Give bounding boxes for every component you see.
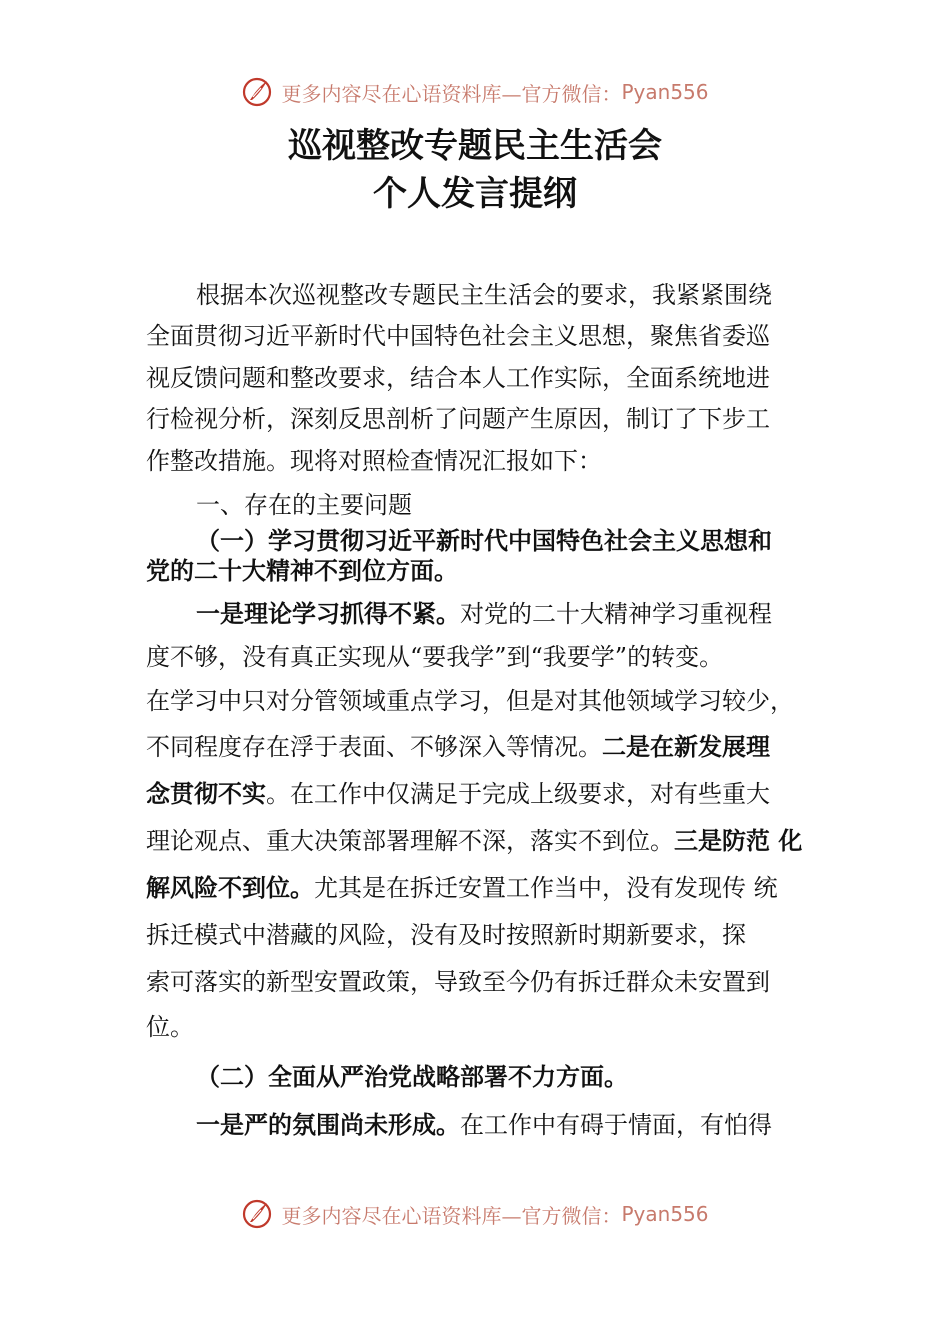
watermark-text: 更多内容尽在心语资料库—官方微信： <box>281 81 622 106</box>
subsection-heading-1-line-1: （一）学习贯彻习近平新时代中国特色社会主义思想和 <box>196 527 772 555</box>
feather-pen-logo-icon <box>241 1198 273 1230</box>
point-one-text: 对党的二十大精神学习重视程 <box>460 600 772 628</box>
intro-line-1: 根据本次巡视整改专题民主生活会的要求，我紧紧围绕 <box>196 281 772 309</box>
point-three-heading-start: 三是防范 化 <box>674 827 803 855</box>
paragraph-1-line-9: 索可落实的新型安置政策，导致至今仍有拆迁群众未安置到 <box>146 968 770 996</box>
document-title-line-2: 个人发言提纲 <box>373 174 577 214</box>
feather-pen-logo-icon <box>241 76 273 108</box>
point-one-text-end: 不同程度存在浮于表面、不够深入等情况。 <box>146 733 602 761</box>
point-two-text-end: 理论观点、重大决策部署理解不深，落实不到位。 <box>146 827 674 855</box>
watermark-banner-top <box>0 72 950 112</box>
paragraph-1-line-2: 度不够，没有真正实现从“要我学”到“我要学”的转变。 <box>146 643 724 671</box>
paragraph-1-line-8: 拆迁模式中潜藏的风险，没有及时按照新时期新要求，探 <box>146 921 746 949</box>
watermark-wechat-id: Pyan556 <box>621 80 709 104</box>
intro-line-3: 视反馈问题和整改要求，结合本人工作实际，全面系统地进 <box>146 364 770 392</box>
section-heading-1: 一、存在的主要问题 <box>196 491 412 519</box>
point-one-heading-2: 一是严的氛围尚未形成。 <box>196 1111 460 1139</box>
intro-line-5: 作整改措施。现将对照检查情况汇报如下： <box>146 447 602 475</box>
intro-line-4: 行检视分析，深刻反思剖析了问题产生原因，制订了下步工 <box>146 405 770 433</box>
paragraph-1-line-3: 在学习中只对分管领域重点学习，但是对其他领域学习较少， <box>146 687 794 715</box>
point-two-text: 。在工作中仅满足于完成上级要求，对有些重大 <box>266 780 770 808</box>
paragraph-1-line-10: 位。 <box>146 1013 194 1041</box>
paragraph-1-line-4 <box>146 730 770 764</box>
paragraph-2-line-1 <box>196 1108 772 1142</box>
watermark-banner-bottom <box>0 1194 950 1234</box>
watermark-text: 更多内容尽在心语资料库—官方微信： <box>281 1203 622 1228</box>
subsection-heading-1-line-2: 党的二十大精神不到位方面。 <box>146 557 458 585</box>
paragraph-1-line-5 <box>146 777 770 811</box>
point-two-heading-start: 二是在新发展理 <box>602 733 770 761</box>
intro-line-2: 全面贯彻习近平新时代中国特色社会主义思想，聚焦省委巡 <box>146 322 770 350</box>
point-three-text: 尤其是在拆迁安置工作当中，没有发现传 统 <box>314 874 778 902</box>
subsection-heading-2: （二）全面从严治党战略部署不力方面。 <box>196 1063 628 1091</box>
paragraph-1-line-7 <box>146 871 778 905</box>
point-one-heading: 一是理论学习抓得不紧。 <box>196 600 460 628</box>
watermark-wechat-id: Pyan556 <box>621 1202 709 1226</box>
point-three-heading-end: 解风险不到位。 <box>146 874 314 902</box>
paragraph-1-line-6 <box>146 824 802 858</box>
point-one-text-2: 在工作中有碍于情面，有怕得 <box>460 1111 772 1139</box>
point-two-heading-end: 念贯彻不实 <box>146 780 266 808</box>
paragraph-1-line-1 <box>196 597 772 631</box>
document-title-line-1: 巡视整改专题民主生活会 <box>288 126 662 166</box>
